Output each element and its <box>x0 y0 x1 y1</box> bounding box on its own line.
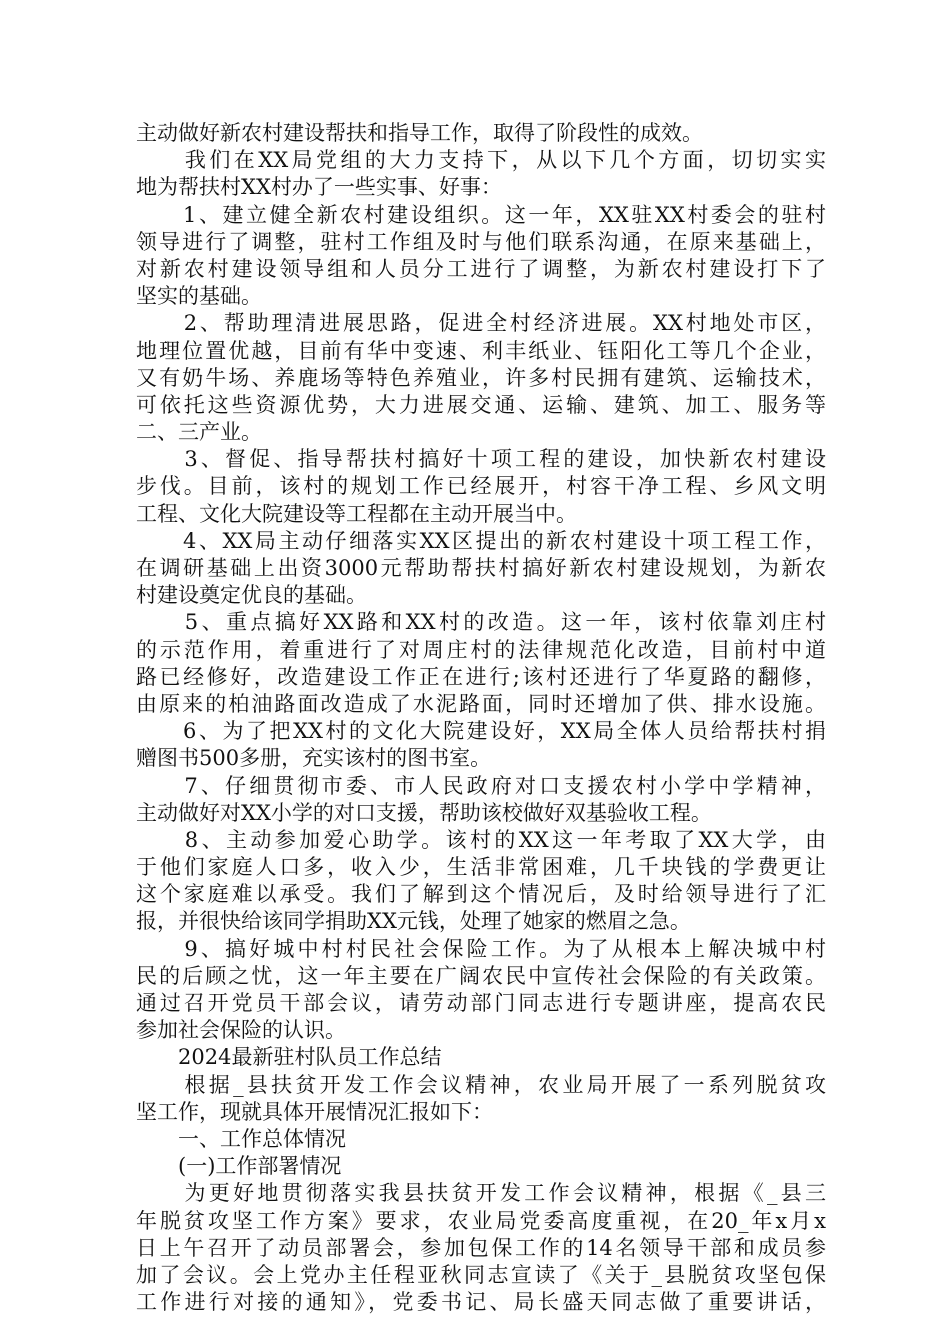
text-line: 主动做好对XX小学的对口支援，帮助该校做好双基验收工程。 <box>136 800 712 825</box>
text-line: 日上午召开了动员部署会，参加包保工作的14名领导干部和成员参 <box>136 1235 826 1260</box>
text-line: 8、主动参加爱心助学。该村的XX这一年考取了XX大学，由 <box>136 827 826 852</box>
text-line: 加了会议。会上党办主任程亚秋同志宣读了《关于_县脱贫攻坚包保 <box>136 1262 826 1287</box>
text-line: 又有奶牛场、养鹿场等特色养殖业，许多村民拥有建筑、运输技术， <box>136 365 826 390</box>
text-line: 民的后顾之忧，这一年主要在广阔农民中宣传社会保险的有关政策。 <box>136 963 826 988</box>
text-line: 这个家庭难以承受。我们了解到这个情况后，及时给领导进行了汇 <box>136 882 826 907</box>
text-line: 路已经修好，改造建设工作正在进行;该村还进行了华夏路的翻修， <box>136 664 826 689</box>
text-line: 报，并很快给该同学捐助XX元钱，处理了她家的燃眉之急。 <box>136 909 691 934</box>
text-line: 地理位置优越，目前有华中变速、利丰纸业、钰阳化工等几个企业， <box>136 338 826 363</box>
text-line: 坚实的基础。 <box>136 284 262 309</box>
text-line: 工作进行对接的通知》，党委书记、局长盛天同志做了重要讲话， <box>136 1290 826 1315</box>
text-line: 2024最新驻村队员工作总结 <box>136 1045 442 1070</box>
text-line: 地为帮扶村XX村办了一些实事、好事： <box>136 175 502 200</box>
text-line: 年脱贫攻坚工作方案》要求，农业局党委高度重视，在20_年x月x <box>136 1208 826 1233</box>
text-line: 1、建立健全新农村建设组织。这一年，XX驻XX村委会的驻村 <box>136 202 826 227</box>
document-body <box>136 120 826 1316</box>
text-line: 主动做好新农村建设帮扶和指导工作，取得了阶段性的成效。 <box>136 121 703 145</box>
text-line: 根据_县扶贫开发工作会议精神，农业局开展了一系列脱贫攻 <box>136 1072 826 1097</box>
text-line: 3、督促、指导帮扶村搞好十项工程的建设，加快新农村建设 <box>136 447 826 472</box>
text-line: 领导进行了调整，驻村工作组及时与他们联系沟通，在原来基础上， <box>136 229 826 254</box>
text-line: 由原来的柏油路面改造成了水泥路面，同时还增加了供、排水设施。 <box>136 691 826 716</box>
text-line: 村建设奠定优良的基础。 <box>136 583 367 608</box>
text-line: 一、工作总体情况 <box>136 1126 346 1151</box>
text-line: 4、XX局主动仔细落实XX区提出的新农村建设十项工程工作， <box>136 528 826 553</box>
text-line: 在调研基础上出资3000元帮助帮扶村搞好新农村建设规划，为新农 <box>136 556 826 580</box>
text-line: 6、为了把XX村的文化大院建设好，XX局全体人员给帮扶村捐 <box>136 719 826 744</box>
text-line: 9、搞好城中村村民社会保险工作。为了从根本上解决城中村 <box>136 936 826 961</box>
text-line: 步伐。目前，该村的规划工作已经展开，村容干净工程、乡风文明 <box>136 474 826 499</box>
text-line: 对新农村建设领导组和人员分工进行了调整，为新农村建设打下了 <box>136 256 826 281</box>
text-line: 的示范作用，着重进行了对周庄村的法律规范化改造，目前村中道 <box>136 637 826 662</box>
text-line: 参加社会保险的认识。 <box>136 1018 346 1043</box>
text-line: 2、帮助理清进展思路，促进全村经济进展。XX村地处市区， <box>136 311 826 336</box>
text-line: 7、仔细贯彻市委、市人民政府对口支援农村小学中学精神， <box>136 773 826 798</box>
text-line: 坚工作，现就具体开展情况汇报如下： <box>136 1099 493 1124</box>
text-line: (一)工作部署情况 <box>136 1154 342 1179</box>
text-line: 于他们家庭人口多，收入少，生活非常困难，几千块钱的学费更让 <box>136 855 826 880</box>
text-line: 为更好地贯彻落实我县扶贫开发工作会议精神，根据《_县三 <box>136 1181 826 1206</box>
text-line: 二、三产业。 <box>136 420 262 445</box>
text-line: 工程、文化大院建设等工程都在主动开展当中。 <box>136 501 577 526</box>
text-line: 通过召开党员干部会议，请劳动部门同志进行专题讲座，提高农民 <box>136 991 826 1015</box>
text-line: 我们在XX局党组的大力支持下，从以下几个方面，切切实实 <box>136 148 826 173</box>
text-line: 赠图书500多册，充实该村的图书室。 <box>136 746 492 771</box>
text-line: 5、重点搞好XX路和XX村的改造。这一年，该村依靠刘庄村 <box>136 610 826 635</box>
text-line: 可依托这些资源优势，大力进展交通、运输、建筑、加工、服务等 <box>136 392 826 417</box>
